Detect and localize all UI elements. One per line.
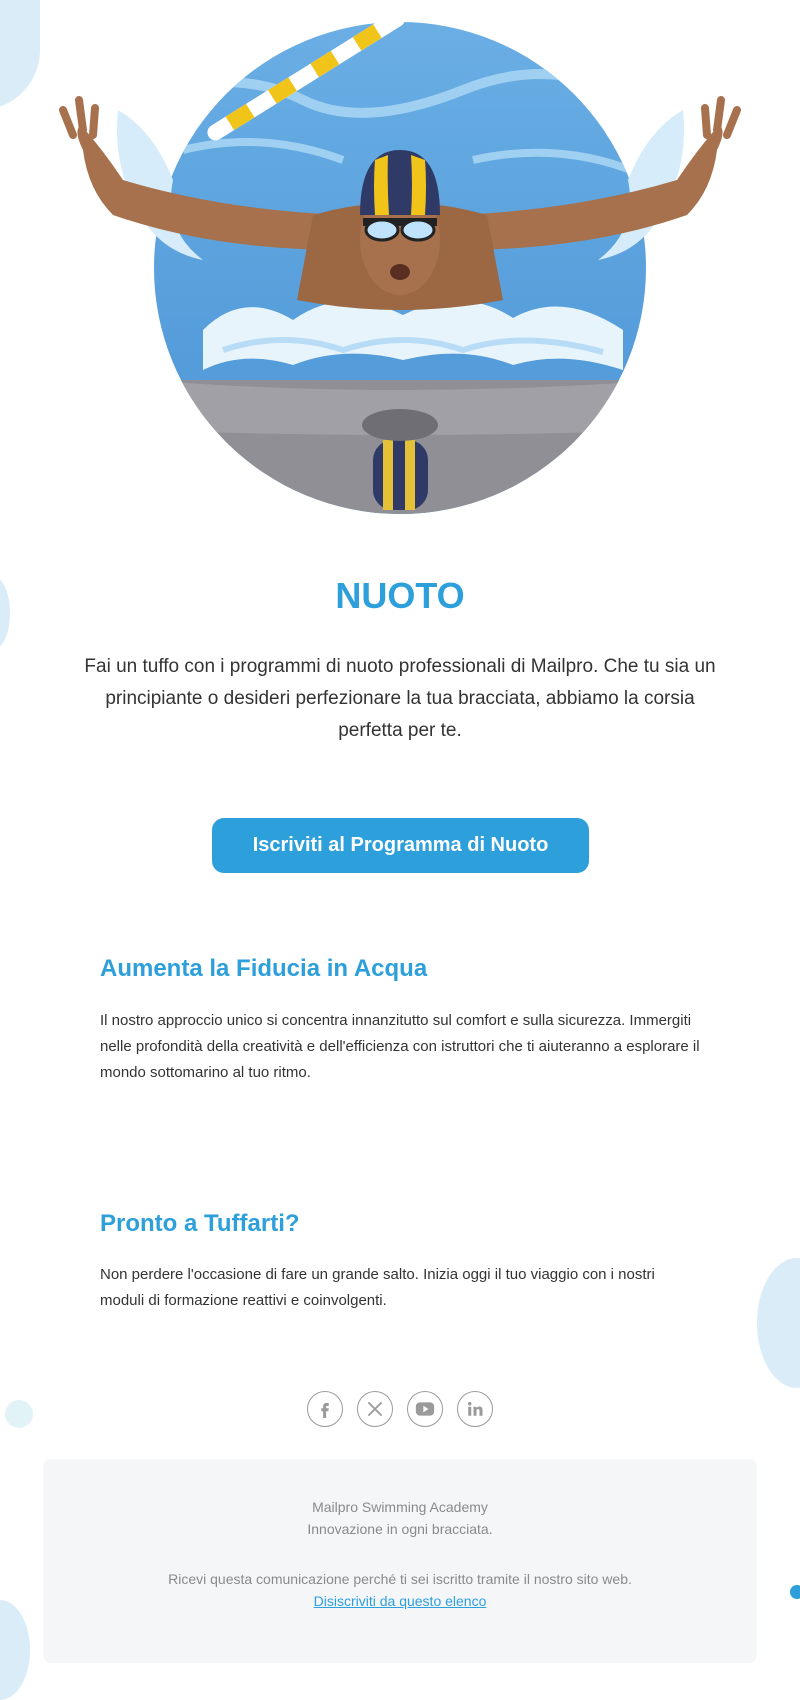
section-heading-confidence: Aumenta la Fiducia in Acqua bbox=[100, 955, 428, 982]
decorative-bubble bbox=[5, 1400, 33, 1428]
swimmer-illustration bbox=[43, 0, 757, 520]
linkedin-icon[interactable] bbox=[457, 1391, 493, 1427]
footer-tagline: Innovazione in ogni bracciata. bbox=[307, 1521, 493, 1537]
section-body-confidence: Il nostro approccio unico si concentra innanzitutto sul comfort e sulla sicurezza. Immergiti nelle profondità della creatività e dell'efficienza con istruttori che ti aiuteranno a esplorare il mondo sottomarino al tuo ritmo. bbox=[100, 1012, 700, 1081]
footer-notice: Ricevi questa comunicazione perché ti sei iscritto tramite il nostro sito web. bbox=[168, 1571, 632, 1587]
section-heading-ready: Pronto a Tuffarti? bbox=[100, 1210, 300, 1237]
enroll-button[interactable]: Iscriviti al Programma di Nuoto bbox=[212, 818, 589, 873]
decorative-bubble bbox=[757, 1258, 800, 1388]
youtube-icon[interactable] bbox=[407, 1391, 443, 1427]
footer-org-name: Mailpro Swimming Academy bbox=[312, 1499, 488, 1515]
facebook-icon[interactable] bbox=[307, 1391, 343, 1427]
decorative-bubble bbox=[0, 578, 10, 648]
social-links bbox=[43, 1391, 757, 1427]
footer bbox=[43, 1459, 757, 1663]
unsubscribe-link[interactable]: Disiscriviti da questo elenco bbox=[313, 1593, 487, 1609]
section-body-ready: Non perdere l'occasione di fare un grande salto. Inizia oggi il tuo viaggio con i nostri moduli di formazione reattivi e coinvolgenti. bbox=[100, 1266, 655, 1309]
page-title: NUOTO bbox=[335, 575, 465, 616]
decorative-bubble bbox=[0, 0, 40, 110]
x-icon[interactable] bbox=[357, 1391, 393, 1427]
decorative-bubble bbox=[790, 1585, 800, 1599]
email-container bbox=[43, 0, 757, 1689]
footer-unsubscribe-row bbox=[43, 1593, 757, 1609]
intro-text: Fai un tuffo con i programmi di nuoto professionali di Mailpro. Che tu sia un principiante o desideri perfezionare la tua bracciata, abbiamo la corsia perfetta per te. bbox=[84, 656, 716, 741]
decorative-bubble bbox=[0, 1600, 30, 1700]
hero-illustration bbox=[43, 0, 757, 520]
